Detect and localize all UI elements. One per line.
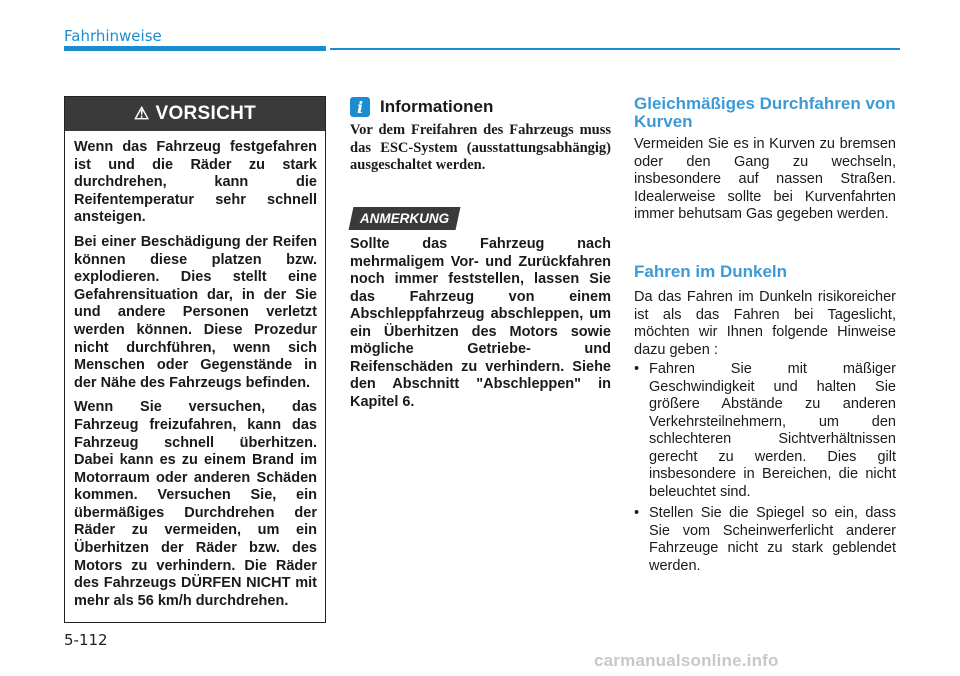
note-text: Sollte das Fahrzeug nach mehrmaligem Vor- und Zurückfahren noch immer feststellen, lassen Sie das Fahrzeug von einem Abschleppfahrzeug abschleppen, um ein Überhitzen des Motors sowie mögliche Getriebe- und Reifenschäden zu verhindern. Siehe den Abschnitt "Abschleppen" in Kapitel 6. bbox=[350, 236, 611, 410]
header-rule-thin bbox=[330, 48, 900, 50]
section-text-darkness: Da das Fahren im Dunkeln risikoreicher ist als das Fahren bei Tageslicht, möchten wir Ihnen folgende Hinweise dazu geben : bbox=[634, 289, 896, 358]
warning-header bbox=[65, 97, 325, 131]
info-icon: i bbox=[350, 97, 370, 117]
list-item bbox=[634, 505, 896, 575]
warning-body bbox=[65, 131, 325, 610]
list-item-text: Stellen Sie die Spiegel so ein, dass Sie vom Scheinwerferlicht anderer Fahrzeuge nicht zu stark geblendet werden. bbox=[649, 505, 896, 574]
warning-paragraph: Wenn das Fahrzeug festgefahren ist und die Räder zu stark durchdrehen, kann die Reifentemperatur sehr schnell ansteigen. bbox=[74, 139, 317, 226]
warning-box bbox=[64, 96, 326, 623]
darkness-bullet-list bbox=[634, 361, 896, 579]
info-header bbox=[350, 97, 493, 117]
warning-paragraph: Wenn Sie versuchen, das Fahrzeug freizufahren, kann das Fahrzeug schnell überhitzen. Dabei kann es zu einem Brand im Motorraum oder anderen Schäden kommen. Versuchen Sie, ein übermäßiges Durchdrehen der Räder zu vermeiden, um ein Überhitzen der Räder bzw. des Motors zu verhindern. Die Räder des Fahrzeugs DÜRFEN NICHT mit mehr als 56 km/h durchdrehen. bbox=[74, 399, 317, 609]
section-title-curves: Gleichmäßiges Durchfahren von Kurven bbox=[634, 94, 896, 131]
list-item bbox=[634, 361, 896, 501]
watermark: carmanualsonline.info bbox=[594, 651, 779, 670]
list-item-text: Fahren Sie mit mäßiger Geschwindigkeit und halten Sie größere Abstände zu anderen Verkehrsteilnehmern, um den schlechteren Sichtverhältnissen gerecht zu werden. Dies gilt insbesondere in Bereichen, die nicht beleuchtet sind. bbox=[649, 361, 896, 500]
warning-paragraph: Bei einer Beschädigung der Reifen können diese platzen bzw. explodieren. Dies stellt eine Gefahrensituation dar, in der Sie und andere Personen verletzt werden können. Diese Prozedur nicht durchführen, wenn sich Menschen oder Gegenstände in der Nähe des Fahrzeugs befinden. bbox=[74, 233, 317, 391]
section-title-darkness: Fahren im Dunkeln bbox=[634, 262, 788, 281]
header-rule-thick bbox=[64, 46, 326, 51]
section-text-curves: Vermeiden Sie es in Kurven zu bremsen oder den Gang zu wechseln, insbesondere auf nassen Straßen. Idealerweise sollte bei Kurvenfahrten immer behutsam Gas gegeben werden. bbox=[634, 136, 896, 222]
page-number: 5-112 bbox=[64, 631, 108, 649]
warning-triangle-icon: ⚠ bbox=[133, 104, 150, 123]
note-label: ANMERKUNG bbox=[359, 211, 450, 226]
info-title: Informationen bbox=[380, 97, 494, 116]
info-text: Vor dem Freifahren des Fahrzeugs muss das ESC-System (ausstattungsabhängig) ausgeschaltet werden. bbox=[350, 122, 611, 173]
section-header-title: Fahrhinweise bbox=[64, 27, 162, 45]
bullet-icon: • bbox=[634, 361, 640, 377]
bullet-icon: • bbox=[634, 505, 640, 521]
warning-label: VORSICHT bbox=[155, 103, 257, 124]
